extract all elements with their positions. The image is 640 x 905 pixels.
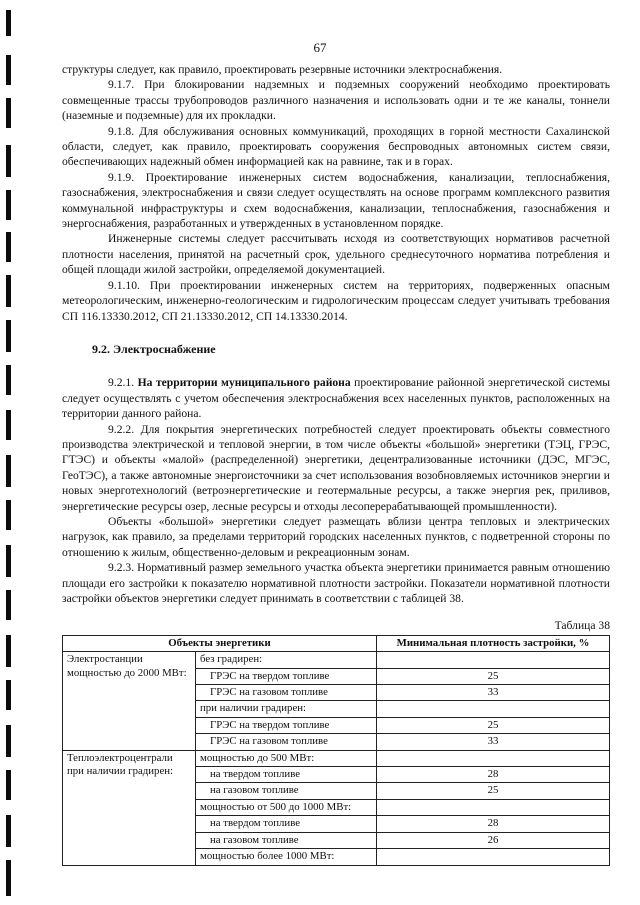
row-label: ГРЭС на твердом топливе	[196, 668, 377, 684]
paragraph-number: 9.2.1.	[108, 376, 138, 390]
binder-mark	[6, 55, 11, 85]
row-value: 25	[377, 783, 610, 799]
binder-mark	[6, 770, 11, 800]
chp-cell: Теплоэлектроцентрали при наличии градирен:	[63, 750, 196, 865]
row-value: 25	[377, 717, 610, 733]
group-title: мощностью более 1000 МВт:	[196, 849, 377, 865]
empty-cell	[377, 652, 610, 668]
row-value: 33	[377, 734, 610, 750]
binder-mark	[6, 410, 11, 440]
paragraph-9-1-10: 9.1.10. При проектировании инженерных систем на территориях, подверженных опасным метеорологическим, инженерно-геологическим и гидрологическим процессам следует учитывать требования СП 116.13330.2012, СП 21.13330.2012, СП 14.13330.2014.	[62, 278, 610, 323]
paragraph-9-2-2: 9.2.2. Для покрытия энергетических потребностей следует проектировать объекты совместного производства электрической и тепловой энергии, в том числе объекты «большой» энергетики (ТЭЦ, ГРЭС, ГТЭС) и объекты «малой» (распределенной) энергетики, децентрализованные источники (ДЭС, МГЭС, ГеоТЭС), а также автономные энергоисточники за счет использования возобновляемых источников энергии и новых энерготехнологий (ветроэнергетические и геотермальные ресурсы, а также энергия рек, приливов, энергетические ресурсы озер, лесные ресурсы и отходы лесоперерабатывающей промышленности).	[62, 422, 610, 513]
table-caption: Таблица 38	[554, 619, 610, 633]
row-label: на твердом топливе	[196, 767, 377, 783]
binder-mark	[6, 680, 11, 710]
binder-mark	[6, 232, 11, 262]
binder-mark	[6, 145, 11, 177]
empty-cell	[377, 750, 610, 766]
empty-cell	[377, 849, 610, 865]
row-value: 25	[377, 668, 610, 684]
bold-phrase: На территории муниципального района	[137, 376, 351, 390]
binder-mark	[6, 10, 11, 36]
binder-mark	[6, 320, 11, 352]
row-value: 33	[377, 685, 610, 701]
paragraph-9-2-3: 9.2.3. Нормативный размер земельного участка объекта энергетики принимается равным отношению площади его застройки к показателю нормативной плотности застройки. Показатели нормативной плотности застройки объектов энергетики следует принимать в соответствии с таблицей 38.	[62, 561, 610, 605]
group-title: без градирен:	[196, 652, 377, 668]
empty-cell	[377, 701, 610, 717]
header-min-density: Минимальная плотность застройки, %	[377, 635, 610, 651]
header-energy-objects: Объекты энергетики	[63, 635, 377, 651]
binder-mark	[6, 365, 11, 395]
row-label: на газовом топливе	[196, 783, 377, 799]
row-label: на твердом топливе	[196, 816, 377, 832]
binder-mark	[6, 275, 11, 307]
binder-mark	[6, 725, 11, 757]
page-body	[62, 62, 610, 866]
binder-mark	[6, 545, 11, 577]
table-header-row	[63, 635, 610, 651]
row-value: 26	[377, 832, 610, 848]
paragraph-9-1-7: 9.1.7. При блокировании надземных и подземных сооружений необходимо проектировать совмещенные трассы трубопроводов различного назначения и использовать одни и те же каналы, тоннели (наземные и подземные) для их прокладки.	[62, 78, 610, 123]
row-label: ГРЭС на твердом топливе	[196, 717, 377, 733]
section-heading: 9.2. Электроснабжение	[92, 341, 216, 356]
binder-mark	[6, 500, 11, 530]
group-title: мощностью до 500 МВт:	[196, 750, 377, 766]
empty-cell	[377, 799, 610, 815]
table-row	[63, 652, 610, 668]
binder-mark	[6, 860, 11, 896]
row-label: на газовом топливе	[196, 832, 377, 848]
row-label: ГРЭС на газовом топливе	[196, 685, 377, 701]
group-title: мощностью от 500 до 1000 МВт:	[196, 799, 377, 815]
group-title: при наличии градирен:	[196, 701, 377, 717]
binder-mark	[6, 98, 11, 128]
row-value: 28	[377, 816, 610, 832]
binder-mark	[6, 590, 11, 620]
binder-mark	[6, 815, 11, 847]
paragraph-9-1-9: 9.1.9. Проектирование инженерных систем водоснабжения, канализации, теплоснабжения, газоснабжения, электроснабжения и связи следует осуществлять на основе программ комплексного развития коммунальной инфраструктуры и схем водоснабжения, канализации, теплоснабжения, газоснабжения и энергоснабжения, разработанных и утвержденных в установленном порядке.	[62, 170, 610, 231]
paragraph-9-1-8: 9.1.8. Для обслуживания основных коммуникаций, проходящих в горной местности Сахалинской области, следует, как правило, проектировать сооружения беспроводных автономных систем связи, обеспечивающих надежный обмен информацией как на равнине, так и в горах.	[62, 124, 610, 169]
row-value: 28	[377, 767, 610, 783]
binder-mark	[6, 455, 11, 487]
paragraph-continuation: структуры следует, как правило, проектировать резервные источники электроснабжения.	[62, 63, 503, 76]
page-number: 67	[313, 40, 327, 55]
power-plants-cell: Электростанции мощностью до 2000 МВт:	[63, 652, 196, 750]
binder-mark	[6, 635, 11, 667]
density-table	[62, 635, 610, 866]
paragraph-engineering-systems: Инженерные системы следует рассчитывать исходя из соответствующих нормативов расчетной плотности населения, принятой на расчетный срок, удельного среднесуточного норматива потребления и общей площади жилой застройки, определяемой документацией.	[62, 232, 610, 277]
row-label: ГРЭС на газовом топливе	[196, 734, 377, 750]
paragraph-text: проектирование районной энергетической системы следует осуществлять с учетом обеспечения электроснабжения всех населенных пунктов, расположенных на территории данного района.	[62, 376, 610, 421]
table-row	[63, 750, 610, 766]
paragraph-9-2-1	[62, 375, 610, 421]
binder-mark	[6, 190, 11, 220]
paragraph-large-energy: Объекты «большой» энергетики следует размещать вблизи центра тепловых и электрических нагрузок, как правило, за пределами территорий городских населенных пунктов, с подветренной стороны по отношению к жилым, общественно-деловым и рекреационным зонам.	[62, 514, 610, 559]
